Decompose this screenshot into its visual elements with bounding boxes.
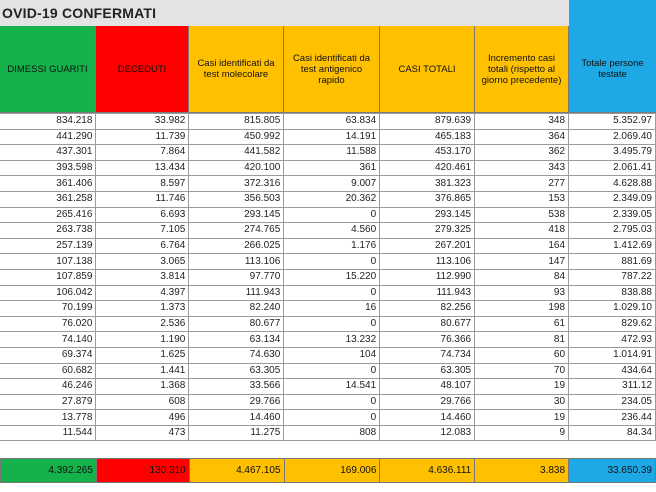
cell-casi-molecolare: 80.677	[189, 316, 284, 332]
cell-dimessi-guariti: 60.682	[0, 363, 96, 379]
cell-persone-testate: 1.029.10	[569, 301, 656, 317]
cell-deceduti: 33.982	[96, 114, 189, 130]
cell-casi-antigenico: 0	[284, 207, 380, 223]
table-row	[0, 129, 656, 145]
table-row	[0, 285, 656, 301]
cell-dimessi-guariti: 257.139	[0, 238, 96, 254]
cell-casi-totali: 376.865	[380, 191, 475, 207]
cell-casi-totali: 48.107	[380, 379, 475, 395]
header-label: DIMESSI GUARITI	[7, 63, 88, 75]
cell-incremento: 343	[475, 160, 569, 176]
cell-incremento: 538	[475, 207, 569, 223]
cell-dimessi-guariti: 46.246	[0, 379, 96, 395]
cell-casi-molecolare: 293.145	[189, 207, 284, 223]
cell-persone-testate: 84.34	[569, 425, 656, 441]
cell-casi-totali: 111.943	[380, 285, 475, 301]
header-incremento	[475, 26, 569, 113]
cell-persone-testate: 1.412.69	[569, 238, 656, 254]
cell-persone-testate: 1.014.91	[569, 347, 656, 363]
cell-persone-testate: 236.44	[569, 410, 656, 426]
cell-casi-totali: 12.083	[380, 425, 475, 441]
cell-dimessi-guariti: 76.020	[0, 316, 96, 332]
cell-casi-molecolare: 11.275	[189, 425, 284, 441]
totals-row	[0, 458, 656, 483]
cell-casi-antigenico: 4.560	[284, 223, 380, 239]
table-row	[0, 316, 656, 332]
table-row	[0, 160, 656, 176]
cell-casi-molecolare: 356.503	[189, 191, 284, 207]
cell-casi-totali: 279.325	[380, 223, 475, 239]
cell-deceduti: 13.434	[96, 160, 189, 176]
cell-dimessi-guariti: 834.218	[0, 114, 96, 130]
cell-deceduti: 1.368	[96, 379, 189, 395]
cell-incremento: 61	[475, 316, 569, 332]
cell-casi-antigenico: 15.220	[284, 269, 380, 285]
cell-casi-totali: 82.256	[380, 301, 475, 317]
header-label: Casi identificati da test molecolare	[197, 58, 275, 80]
total-casi-molecolare: 4.467.105	[189, 459, 284, 483]
cell-incremento: 348	[475, 114, 569, 130]
cell-incremento: 147	[475, 254, 569, 270]
header-label: DECEDUTI	[117, 63, 167, 75]
total-persone-testate: 33.650.39	[569, 459, 656, 483]
blue-column-top	[569, 0, 656, 26]
cell-persone-testate: 434.64	[569, 363, 656, 379]
cell-persone-testate: 838.88	[569, 285, 656, 301]
cell-dimessi-guariti: 263.738	[0, 223, 96, 239]
total-casi-antigenico: 169.006	[284, 459, 380, 483]
table-row	[0, 332, 656, 348]
cell-deceduti: 11.746	[96, 191, 189, 207]
cell-casi-totali: 420.461	[380, 160, 475, 176]
cell-dimessi-guariti: 107.859	[0, 269, 96, 285]
cell-casi-antigenico: 0	[284, 410, 380, 426]
cell-casi-antigenico: 13.232	[284, 332, 380, 348]
total-casi-totali: 4.636.111	[380, 459, 475, 483]
cell-incremento: 277	[475, 176, 569, 192]
cell-persone-testate: 3.495.79	[569, 145, 656, 161]
cell-casi-molecolare: 274.765	[189, 223, 284, 239]
cell-persone-testate: 829.62	[569, 316, 656, 332]
cell-persone-testate: 881.69	[569, 254, 656, 270]
cell-dimessi-guariti: 27.879	[0, 394, 96, 410]
cell-incremento: 81	[475, 332, 569, 348]
table-row	[0, 269, 656, 285]
cell-incremento: 362	[475, 145, 569, 161]
cell-persone-testate: 787.22	[569, 269, 656, 285]
cell-incremento: 70	[475, 363, 569, 379]
cell-casi-totali: 74.734	[380, 347, 475, 363]
cell-deceduti: 7.864	[96, 145, 189, 161]
cell-casi-totali: 80.677	[380, 316, 475, 332]
cell-persone-testate: 472.93	[569, 332, 656, 348]
cell-casi-totali: 76.366	[380, 332, 475, 348]
cell-casi-totali: 14.460	[380, 410, 475, 426]
cell-casi-totali: 293.145	[380, 207, 475, 223]
cell-casi-molecolare: 33.566	[189, 379, 284, 395]
cell-incremento: 198	[475, 301, 569, 317]
cell-dimessi-guariti: 393.598	[0, 160, 96, 176]
cell-casi-molecolare: 266.025	[189, 238, 284, 254]
cell-dimessi-guariti: 361.258	[0, 191, 96, 207]
total-dimessi-guariti: 4.392.265	[1, 459, 97, 483]
cell-casi-molecolare: 14.460	[189, 410, 284, 426]
cell-casi-molecolare: 450.992	[189, 129, 284, 145]
table-row	[0, 347, 656, 363]
cell-casi-totali: 453.170	[380, 145, 475, 161]
cell-incremento: 164	[475, 238, 569, 254]
cell-incremento: 93	[475, 285, 569, 301]
cell-casi-antigenico: 808	[284, 425, 380, 441]
cell-casi-antigenico: 16	[284, 301, 380, 317]
cell-casi-molecolare: 420.100	[189, 160, 284, 176]
header-label: CASI TOTALI	[398, 63, 456, 75]
cell-casi-totali: 112.990	[380, 269, 475, 285]
cell-dimessi-guariti: 361.406	[0, 176, 96, 192]
header-totale-testate	[569, 26, 656, 113]
cell-incremento: 9	[475, 425, 569, 441]
cell-deceduti: 1.625	[96, 347, 189, 363]
cell-casi-antigenico: 0	[284, 254, 380, 270]
header-casi-antigenico	[284, 26, 380, 113]
cell-deceduti: 4.397	[96, 285, 189, 301]
cell-casi-molecolare: 111.943	[189, 285, 284, 301]
table-row	[0, 254, 656, 270]
table-row	[0, 207, 656, 223]
table-row	[0, 394, 656, 410]
total-incremento: 3.838	[475, 459, 569, 483]
cell-persone-testate: 2.069.40	[569, 129, 656, 145]
cell-casi-totali: 465.183	[380, 129, 475, 145]
cell-deceduti: 1.373	[96, 301, 189, 317]
cell-incremento: 60	[475, 347, 569, 363]
cell-dimessi-guariti: 70.199	[0, 301, 96, 317]
cell-incremento: 19	[475, 410, 569, 426]
table-row	[0, 425, 656, 441]
cell-casi-molecolare: 113.106	[189, 254, 284, 270]
cell-deceduti: 1.190	[96, 332, 189, 348]
cell-dimessi-guariti: 107.138	[0, 254, 96, 270]
cell-casi-molecolare: 441.582	[189, 145, 284, 161]
cell-casi-antigenico: 9.007	[284, 176, 380, 192]
cell-persone-testate: 311.12	[569, 379, 656, 395]
cell-dimessi-guariti: 13.778	[0, 410, 96, 426]
cell-casi-molecolare: 82.240	[189, 301, 284, 317]
cell-dimessi-guariti: 69.374	[0, 347, 96, 363]
table-row	[0, 114, 656, 130]
cell-deceduti: 11.739	[96, 129, 189, 145]
cell-casi-antigenico: 1.176	[284, 238, 380, 254]
header-label: Totale persone testate	[581, 58, 644, 80]
cell-incremento: 19	[475, 379, 569, 395]
table-row	[0, 145, 656, 161]
table-row	[0, 363, 656, 379]
cell-casi-totali: 63.305	[380, 363, 475, 379]
cell-incremento: 364	[475, 129, 569, 145]
cell-deceduti: 7.105	[96, 223, 189, 239]
cell-deceduti: 8.597	[96, 176, 189, 192]
total-deceduti: 130.310	[96, 459, 189, 483]
cell-persone-testate: 2.061.41	[569, 160, 656, 176]
cell-deceduti: 3.814	[96, 269, 189, 285]
header-label: Casi identificati da test antigenico rapido	[292, 52, 371, 86]
table-row	[0, 176, 656, 192]
cell-deceduti: 608	[96, 394, 189, 410]
cell-deceduti: 473	[96, 425, 189, 441]
cell-deceduti: 6.693	[96, 207, 189, 223]
cell-incremento: 418	[475, 223, 569, 239]
cell-deceduti: 1.441	[96, 363, 189, 379]
cell-persone-testate: 2.795.03	[569, 223, 656, 239]
data-table	[0, 113, 656, 441]
cell-casi-molecolare: 372.316	[189, 176, 284, 192]
cell-incremento: 153	[475, 191, 569, 207]
cell-casi-totali: 113.106	[380, 254, 475, 270]
table-row	[0, 301, 656, 317]
table-row	[0, 410, 656, 426]
header-casi-molecolare	[189, 26, 284, 113]
cell-dimessi-guariti: 265.416	[0, 207, 96, 223]
cell-deceduti: 3.065	[96, 254, 189, 270]
cell-casi-molecolare: 29.766	[189, 394, 284, 410]
cell-dimessi-guariti: 437.301	[0, 145, 96, 161]
cell-incremento: 84	[475, 269, 569, 285]
title-bar	[0, 0, 569, 27]
table-row	[0, 191, 656, 207]
cell-casi-molecolare: 63.134	[189, 332, 284, 348]
cell-casi-molecolare: 74.630	[189, 347, 284, 363]
cell-deceduti: 6.764	[96, 238, 189, 254]
header-dimessi-guariti	[0, 26, 96, 113]
cell-dimessi-guariti: 106.042	[0, 285, 96, 301]
header-deceduti	[96, 26, 189, 113]
cell-dimessi-guariti: 11.544	[0, 425, 96, 441]
cell-incremento: 30	[475, 394, 569, 410]
cell-casi-antigenico: 20.362	[284, 191, 380, 207]
cell-casi-totali: 381.323	[380, 176, 475, 192]
table-row	[0, 238, 656, 254]
cell-persone-testate: 2.349.09	[569, 191, 656, 207]
cell-dimessi-guariti: 74.140	[0, 332, 96, 348]
table-row	[0, 223, 656, 239]
cell-casi-antigenico: 63.834	[284, 114, 380, 130]
cell-dimessi-guariti: 441.290	[0, 129, 96, 145]
header-casi-totali	[380, 26, 475, 113]
cell-casi-molecolare: 97.770	[189, 269, 284, 285]
cell-casi-totali: 879.639	[380, 114, 475, 130]
cell-casi-totali: 29.766	[380, 394, 475, 410]
cell-deceduti: 496	[96, 410, 189, 426]
cell-casi-antigenico: 11.588	[284, 145, 380, 161]
cell-casi-antigenico: 0	[284, 363, 380, 379]
cell-casi-antigenico: 14.541	[284, 379, 380, 395]
sheet-title: OVID-19 CONFERMATI	[2, 5, 157, 21]
cell-casi-molecolare: 63.305	[189, 363, 284, 379]
header-label: Incremento casi totali (rispetto al giorno precedente)	[481, 52, 562, 86]
cell-persone-testate: 234.05	[569, 394, 656, 410]
cell-casi-molecolare: 815.805	[189, 114, 284, 130]
cell-persone-testate: 2.339.05	[569, 207, 656, 223]
cell-casi-totali: 267.201	[380, 238, 475, 254]
cell-deceduti: 2.536	[96, 316, 189, 332]
cell-casi-antigenico: 104	[284, 347, 380, 363]
cell-casi-antigenico: 0	[284, 316, 380, 332]
cell-casi-antigenico: 0	[284, 394, 380, 410]
cell-casi-antigenico: 361	[284, 160, 380, 176]
cell-casi-antigenico: 0	[284, 285, 380, 301]
cell-persone-testate: 5.352.97	[569, 114, 656, 130]
table-row	[0, 379, 656, 395]
cell-persone-testate: 4.628.88	[569, 176, 656, 192]
cell-casi-antigenico: 14.191	[284, 129, 380, 145]
